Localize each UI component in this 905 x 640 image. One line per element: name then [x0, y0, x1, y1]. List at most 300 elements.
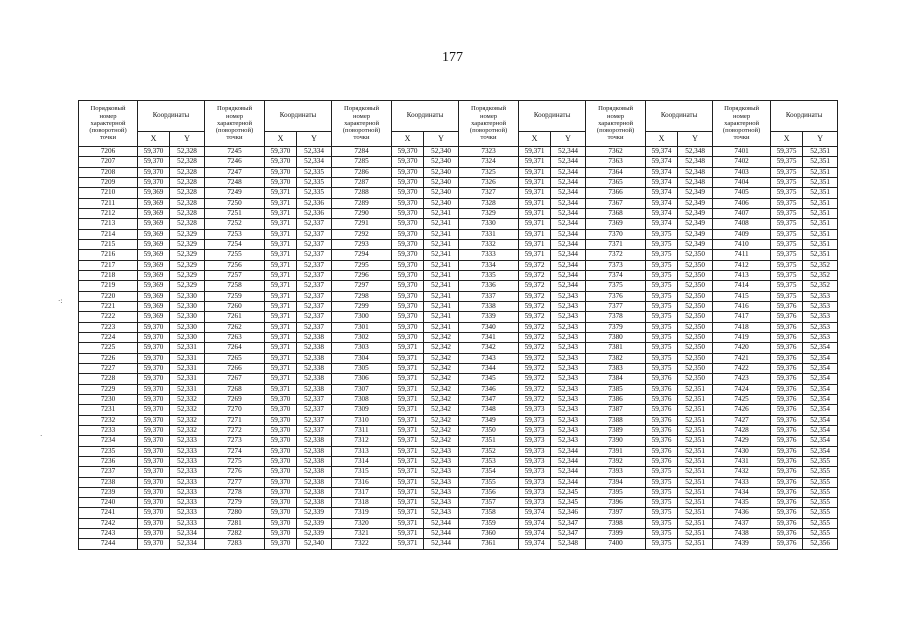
point-number-cell: 7420	[713, 343, 771, 353]
x-cell: 59,370	[265, 539, 297, 549]
y-cell: 52,344	[551, 281, 586, 291]
x-cell: 59,371	[392, 498, 424, 508]
point-number-cell: 7430	[713, 446, 771, 456]
x-cell: 59,371	[519, 229, 551, 239]
x-cell: 59,371	[265, 343, 297, 353]
y-cell: 52,344	[551, 147, 586, 157]
y-cell: 52,338	[297, 374, 332, 384]
y-cell: 52,344	[551, 208, 586, 218]
y-cell: 52,340	[424, 177, 459, 187]
point-number-cell: 7434	[713, 487, 771, 497]
x-cell: 59,370	[138, 425, 170, 435]
y-cell: 52,340	[424, 167, 459, 177]
y-cell: 52,344	[551, 270, 586, 280]
y-cell: 52,341	[424, 239, 459, 249]
point-number-cell: 7306	[332, 374, 392, 384]
y-cell: 52,349	[678, 188, 713, 198]
point-number-cell: 7256	[205, 260, 265, 270]
table-row	[79, 167, 838, 177]
y-cell: 52,330	[170, 291, 205, 301]
y-cell: 52,337	[297, 250, 332, 260]
point-number-cell: 7276	[205, 467, 265, 477]
x-cell: 59,375	[771, 219, 803, 229]
y-cell: 52,351	[678, 529, 713, 539]
x-cell: 59,376	[646, 394, 678, 404]
y-cell: 52,344	[551, 477, 586, 487]
y-cell: 52,333	[170, 487, 205, 497]
y-cell: 52,333	[170, 436, 205, 446]
y-cell: 52,349	[678, 239, 713, 249]
x-cell: 59,371	[519, 157, 551, 167]
y-cell: 52,351	[803, 167, 838, 177]
y-cell: 52,343	[551, 301, 586, 311]
y-cell: 52,337	[297, 394, 332, 404]
y-cell: 52,351	[678, 394, 713, 404]
x-cell: 59,369	[138, 260, 170, 270]
y-cell: 52,343	[551, 374, 586, 384]
x-cell: 59,369	[138, 312, 170, 322]
x-cell: 59,373	[519, 425, 551, 435]
point-number-cell: 7222	[79, 312, 138, 322]
x-cell: 59,376	[771, 353, 803, 363]
point-number-cell: 7217	[79, 260, 138, 270]
point-number-cell: 7323	[459, 147, 519, 157]
point-number-cell: 7307	[332, 384, 392, 394]
y-cell: 52,338	[297, 436, 332, 446]
x-cell: 59,369	[138, 281, 170, 291]
point-number-cell: 7314	[332, 456, 392, 466]
y-cell: 52,341	[424, 291, 459, 301]
x-cell: 59,370	[138, 343, 170, 353]
x-cell: 59,375	[646, 301, 678, 311]
y-cell: 52,356	[803, 539, 838, 549]
point-number-cell: 7269	[205, 394, 265, 404]
x-cell: 59,371	[265, 312, 297, 322]
x-cell: 59,375	[646, 291, 678, 301]
header-line: точки	[100, 134, 116, 142]
y-cell: 52,349	[678, 208, 713, 218]
x-cell: 59,371	[392, 415, 424, 425]
y-cell: 52,344	[551, 467, 586, 477]
x-cell: 59,376	[771, 446, 803, 456]
point-number-cell: 7380	[586, 332, 646, 342]
point-number-cell: 7271	[205, 415, 265, 425]
point-number-cell: 7373	[586, 260, 646, 270]
y-cell: 52,354	[803, 446, 838, 456]
table-row	[79, 208, 838, 218]
y-cell: 52,343	[551, 436, 586, 446]
point-number-cell: 7274	[205, 446, 265, 456]
x-cell: 59,370	[392, 147, 424, 157]
point-number-cell: 7321	[332, 529, 392, 539]
header-line: Порядковый	[471, 105, 507, 113]
y-cell: 52,354	[803, 343, 838, 353]
point-number-cell: 7381	[586, 343, 646, 353]
y-cell: 52,338	[297, 446, 332, 456]
x-cell: 59,376	[646, 446, 678, 456]
y-cell: 52,337	[297, 301, 332, 311]
x-cell: 59,371	[265, 270, 297, 280]
point-number-cell: 7244	[79, 539, 138, 549]
point-number-cell: 7208	[79, 167, 138, 177]
coordinates-header: Координаты	[138, 101, 205, 132]
x-cell: 59,374	[646, 167, 678, 177]
y-cell: 52,355	[803, 456, 838, 466]
y-cell: 52,330	[170, 312, 205, 322]
x-cell: 59,372	[519, 291, 551, 301]
y-cell: 52,330	[170, 322, 205, 332]
x-cell: 59,370	[138, 436, 170, 446]
table-header	[79, 101, 838, 147]
y-cell: 52,351	[803, 229, 838, 239]
point-number-cell: 7257	[205, 270, 265, 280]
x-cell: 59,375	[646, 539, 678, 549]
x-cell: 59,371	[265, 384, 297, 394]
coordinates-header: Координаты	[392, 101, 459, 132]
point-number-cell: 7315	[332, 467, 392, 477]
point-number-cell: 7287	[332, 177, 392, 187]
x-cell: 59,375	[771, 260, 803, 270]
point-number-cell: 7382	[586, 353, 646, 363]
x-cell: 59,370	[392, 301, 424, 311]
header-line: точки	[480, 134, 497, 142]
y-cell: 52,344	[551, 157, 586, 167]
y-cell: 52,351	[678, 518, 713, 528]
point-number-cell: 7311	[332, 425, 392, 435]
point-number-cell: 7376	[586, 291, 646, 301]
x-cell: 59,370	[392, 250, 424, 260]
x-cell: 59,370	[265, 436, 297, 446]
x-cell: 59,372	[519, 260, 551, 270]
x-cell: 59,372	[519, 332, 551, 342]
point-number-cell: 7428	[713, 425, 771, 435]
point-number-cell: 7335	[459, 270, 519, 280]
point-number-cell: 7301	[332, 322, 392, 332]
point-number-cell: 7280	[205, 508, 265, 518]
point-number-cell: 7209	[79, 177, 138, 187]
point-number-cell: 7427	[713, 415, 771, 425]
y-cell: 52,349	[678, 229, 713, 239]
x-cell: 59,370	[392, 177, 424, 187]
y-cell: 52,341	[424, 208, 459, 218]
point-number-header	[586, 101, 646, 147]
point-number-cell: 7368	[586, 208, 646, 218]
y-cell: 52,355	[803, 467, 838, 477]
x-cell: 59,371	[392, 508, 424, 518]
x-cell: 59,371	[519, 219, 551, 229]
point-number-cell: 7409	[713, 229, 771, 239]
x-cell: 59,370	[138, 167, 170, 177]
x-cell: 59,371	[265, 374, 297, 384]
point-number-cell: 7226	[79, 353, 138, 363]
coordinates-header: Координаты	[771, 101, 838, 132]
point-number-cell: 7230	[79, 394, 138, 404]
x-cell: 59,370	[392, 219, 424, 229]
point-number-cell: 7386	[586, 394, 646, 404]
y-cell: 52,344	[551, 229, 586, 239]
y-cell: 52,341	[424, 270, 459, 280]
y-cell: 52,355	[803, 487, 838, 497]
point-number-cell: 7408	[713, 219, 771, 229]
y-cell: 52,344	[551, 239, 586, 249]
y-cell: 52,351	[678, 436, 713, 446]
y-cell: 52,350	[678, 353, 713, 363]
point-number-cell: 7325	[459, 167, 519, 177]
x-cell: 59,371	[392, 477, 424, 487]
point-number-cell: 7398	[586, 518, 646, 528]
y-cell: 52,355	[803, 529, 838, 539]
x-cell: 59,370	[138, 456, 170, 466]
x-cell: 59,371	[265, 301, 297, 311]
point-number-cell: 7282	[205, 529, 265, 539]
y-cell: 52,338	[297, 343, 332, 353]
y-cell: 52,354	[803, 425, 838, 435]
y-cell: 52,332	[170, 415, 205, 425]
point-number-cell: 7215	[79, 239, 138, 249]
x-cell: 59,369	[138, 198, 170, 208]
x-cell: 59,371	[392, 353, 424, 363]
x-cell: 59,375	[646, 498, 678, 508]
point-number-cell: 7206	[79, 147, 138, 157]
point-number-cell: 7364	[586, 167, 646, 177]
x-cell: 59,374	[646, 177, 678, 187]
x-cell: 59,375	[771, 281, 803, 291]
x-cell: 59,376	[646, 405, 678, 415]
table-row	[79, 332, 838, 342]
header-line: (поворотной)	[596, 127, 635, 135]
point-number-cell: 7347	[459, 394, 519, 404]
y-cell: 52,337	[297, 415, 332, 425]
y-cell: 52,348	[678, 167, 713, 177]
y-cell: 52,344	[424, 529, 459, 539]
header-line: номер	[733, 112, 751, 120]
y-cell: 52,343	[551, 291, 586, 301]
point-number-cell: 7416	[713, 301, 771, 311]
header-line: точки	[607, 134, 624, 142]
table-row	[79, 518, 838, 528]
x-cell: 59,373	[519, 467, 551, 477]
x-cell: 59,370	[265, 147, 297, 157]
page-number: 177	[442, 50, 463, 65]
y-cell: 52,343	[551, 394, 586, 404]
y-cell: 52,351	[803, 208, 838, 218]
x-cell: 59,375	[646, 229, 678, 239]
x-cell: 59,375	[646, 467, 678, 477]
y-cell: 52,351	[803, 147, 838, 157]
point-number-cell: 7343	[459, 353, 519, 363]
x-cell: 59,376	[771, 518, 803, 528]
y-cell: 52,337	[297, 239, 332, 249]
x-cell: 59,371	[265, 208, 297, 218]
x-cell: 59,371	[519, 198, 551, 208]
y-cell: 52,342	[424, 343, 459, 353]
table-row	[79, 436, 838, 446]
point-number-cell: 7266	[205, 363, 265, 373]
point-number-cell: 7310	[332, 415, 392, 425]
x-cell: 59,373	[519, 415, 551, 425]
y-cell: 52,331	[170, 374, 205, 384]
point-number-header	[79, 101, 138, 147]
table-row	[79, 147, 838, 157]
point-number-cell: 7320	[332, 518, 392, 528]
y-cell: 52,351	[803, 188, 838, 198]
point-number-cell: 7355	[459, 477, 519, 487]
point-number-cell: 7366	[586, 188, 646, 198]
y-cell: 52,347	[551, 518, 586, 528]
y-cell: 52,344	[551, 260, 586, 270]
y-cell: 52,340	[424, 147, 459, 157]
y-cell: 52,351	[678, 425, 713, 435]
x-cell: 59,375	[646, 343, 678, 353]
y-cell: 52,329	[170, 281, 205, 291]
y-cell: 52,344	[551, 188, 586, 198]
point-number-cell: 7228	[79, 374, 138, 384]
x-cell: 59,376	[771, 363, 803, 373]
point-number-cell: 7292	[332, 229, 392, 239]
point-number-cell: 7327	[459, 188, 519, 198]
y-cell: 52,332	[170, 405, 205, 415]
point-number-cell: 7232	[79, 415, 138, 425]
point-number-cell: 7387	[586, 405, 646, 415]
header-line: характерной	[471, 119, 507, 127]
point-number-cell: 7383	[586, 363, 646, 373]
point-number-cell: 7370	[586, 229, 646, 239]
x-cell: 59,370	[392, 188, 424, 198]
y-header: Y	[551, 132, 586, 147]
x-cell: 59,370	[138, 477, 170, 487]
x-cell: 59,371	[265, 322, 297, 332]
x-cell: 59,373	[519, 487, 551, 497]
x-cell: 59,376	[771, 487, 803, 497]
y-cell: 52,342	[424, 394, 459, 404]
x-cell: 59,376	[771, 301, 803, 311]
x-cell: 59,376	[771, 405, 803, 415]
point-number-cell: 7218	[79, 270, 138, 280]
x-cell: 59,371	[392, 394, 424, 404]
point-number-cell: 7433	[713, 477, 771, 487]
x-cell: 59,373	[519, 456, 551, 466]
point-number-cell: 7401	[713, 147, 771, 157]
point-number-cell: 7329	[459, 208, 519, 218]
point-number-cell: 7265	[205, 353, 265, 363]
x-cell: 59,375	[646, 312, 678, 322]
y-cell: 52,328	[170, 188, 205, 198]
point-number-cell: 7318	[332, 498, 392, 508]
y-cell: 52,352	[803, 270, 838, 280]
point-number-cell: 7253	[205, 229, 265, 239]
scan-speck: ·	[40, 432, 43, 440]
y-cell: 52,350	[678, 343, 713, 353]
x-cell: 59,376	[771, 436, 803, 446]
table-row	[79, 498, 838, 508]
x-cell: 59,369	[138, 208, 170, 218]
point-number-cell: 7236	[79, 456, 138, 466]
point-number-cell: 7339	[459, 312, 519, 322]
y-cell: 52,344	[551, 250, 586, 260]
point-number-cell: 7346	[459, 384, 519, 394]
point-number-cell: 7350	[459, 425, 519, 435]
y-cell: 52,343	[551, 322, 586, 332]
y-cell: 52,338	[297, 353, 332, 363]
y-cell: 52,331	[170, 363, 205, 373]
table-row	[79, 219, 838, 229]
point-number-cell: 7219	[79, 281, 138, 291]
x-cell: 59,371	[519, 239, 551, 249]
y-cell: 52,343	[551, 312, 586, 322]
point-number-cell: 7273	[205, 436, 265, 446]
x-cell: 59,376	[646, 374, 678, 384]
y-cell: 52,345	[551, 498, 586, 508]
x-header: X	[646, 132, 678, 147]
point-number-cell: 7406	[713, 198, 771, 208]
x-cell: 59,371	[265, 281, 297, 291]
x-cell: 59,374	[519, 529, 551, 539]
y-cell: 52,351	[678, 477, 713, 487]
table-row	[79, 374, 838, 384]
x-cell: 59,371	[265, 219, 297, 229]
point-number-cell: 7340	[459, 322, 519, 332]
point-number-cell: 7423	[713, 374, 771, 384]
point-number-cell: 7384	[586, 374, 646, 384]
table-row	[79, 477, 838, 487]
x-cell: 59,370	[138, 374, 170, 384]
y-cell: 52,344	[551, 177, 586, 187]
point-number-cell: 7210	[79, 188, 138, 198]
point-number-cell: 7432	[713, 467, 771, 477]
table-row	[79, 291, 838, 301]
y-cell: 52,328	[170, 147, 205, 157]
x-cell: 59,370	[392, 239, 424, 249]
point-number-cell: 7294	[332, 250, 392, 260]
point-number-cell: 7354	[459, 467, 519, 477]
header-line: (поворотной)	[342, 127, 381, 135]
point-number-cell: 7390	[586, 436, 646, 446]
x-cell: 59,372	[519, 353, 551, 363]
point-number-cell: 7212	[79, 208, 138, 218]
point-number-cell: 7239	[79, 487, 138, 497]
x-cell: 59,376	[771, 529, 803, 539]
y-cell: 52,342	[424, 353, 459, 363]
x-cell: 59,376	[771, 508, 803, 518]
y-cell: 52,328	[170, 198, 205, 208]
point-number-cell: 7389	[586, 425, 646, 435]
point-number-cell: 7362	[586, 147, 646, 157]
x-cell: 59,369	[138, 250, 170, 260]
x-cell: 59,375	[771, 270, 803, 280]
table-row	[79, 394, 838, 404]
y-cell: 52,341	[424, 229, 459, 239]
y-cell: 52,350	[678, 322, 713, 332]
y-cell: 52,337	[297, 281, 332, 291]
x-cell: 59,376	[771, 312, 803, 322]
point-number-cell: 7361	[459, 539, 519, 549]
x-cell: 59,374	[646, 147, 678, 157]
x-cell: 59,371	[392, 518, 424, 528]
y-cell: 52,348	[678, 147, 713, 157]
header-line: характерной	[90, 119, 126, 127]
point-number-cell: 7377	[586, 301, 646, 311]
point-number-cell: 7270	[205, 405, 265, 415]
x-cell: 59,375	[646, 260, 678, 270]
y-cell: 52,355	[803, 498, 838, 508]
x-cell: 59,375	[771, 239, 803, 249]
table-row	[79, 353, 838, 363]
y-cell: 52,343	[424, 456, 459, 466]
point-number-cell: 7326	[459, 177, 519, 187]
x-cell: 59,371	[265, 291, 297, 301]
y-cell: 52,351	[678, 467, 713, 477]
y-cell: 52,340	[424, 157, 459, 167]
